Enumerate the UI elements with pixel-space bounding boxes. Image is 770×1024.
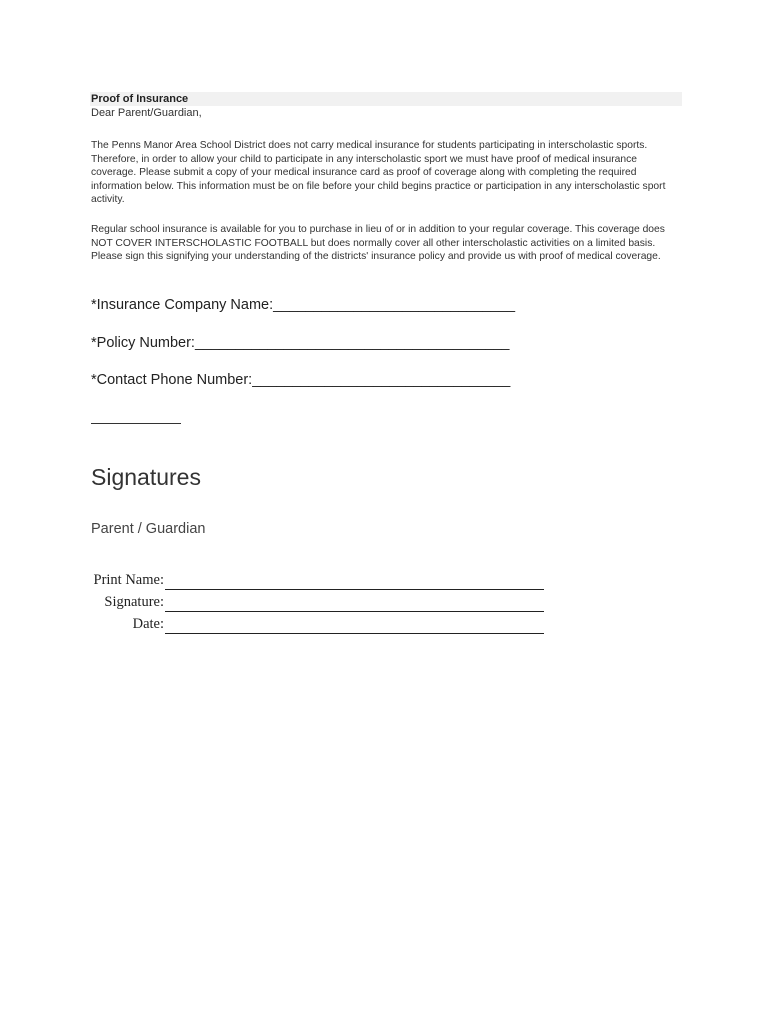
insurance-company-field[interactable]: *Insurance Company Name:______________________________	[91, 297, 516, 313]
policy-number-field[interactable]: *Policy Number:_______________________________________	[91, 335, 510, 351]
date-label: Date:	[132, 616, 164, 632]
contact-phone-field[interactable]: *Contact Phone Number:________________________________	[91, 372, 511, 388]
date-field[interactable]	[165, 633, 544, 634]
print-name-label: Print Name:	[93, 572, 164, 588]
print-name-row	[60, 572, 550, 592]
parent-guardian-label: Parent / Guardian	[91, 521, 206, 537]
blank-line	[91, 423, 181, 424]
signatures-heading: Signatures	[91, 464, 201, 490]
document-title: Proof of Insurance	[91, 93, 189, 105]
signature-field[interactable]	[165, 611, 544, 612]
signature-label: Signature:	[104, 594, 164, 610]
signature-row	[60, 594, 550, 614]
greeting: Dear Parent/Guardian,	[91, 107, 202, 119]
paragraph-district-policy: The Penns Manor Area School District does not carry medical insurance for students participating in interscholastic sports. Therefore, in order to allow your child to participate in any interscholastic sport we must have proof of medical insurance coverage. Please submit a copy of your medical insurance card as proof of coverage along with completing the required information below. This information must be on file before your child begins practice or participation in any interscholastic sport activity.	[91, 140, 666, 205]
print-name-field[interactable]	[165, 589, 544, 590]
paragraph-school-insurance: Regular school insurance is available for you to purchase in lieu of or in addition to your regular coverage. This coverage does NOT COVER INTERSCHOLASTIC FOOTBALL but does normally cover all other interscholastic activities on a limited basis. Please sign this signifying your understanding of the districts' insurance policy and provide us with proof of medical coverage.	[91, 224, 665, 262]
date-row	[60, 616, 550, 636]
